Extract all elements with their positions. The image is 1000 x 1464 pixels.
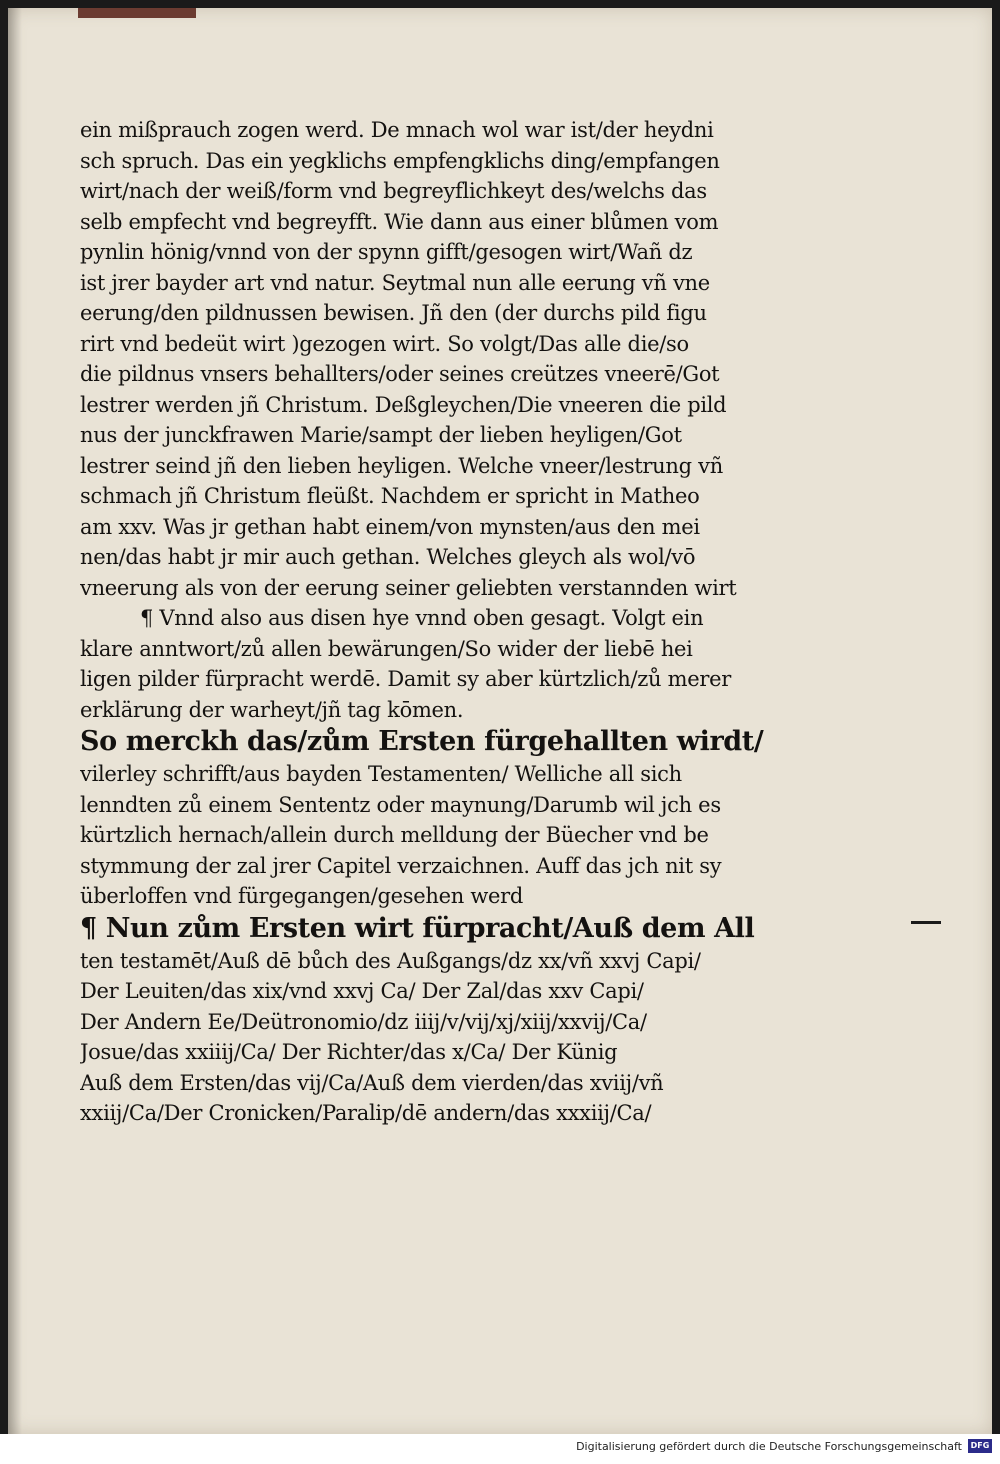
text-block <box>80 115 840 1129</box>
text-line: pynlin hönig/vnnd von der spynn gifft/gesogen wirt/Wañ dz <box>80 240 693 264</box>
text-line: sch spruch. Das ein yegklichs empfengklichs ding/empfangen <box>80 148 720 173</box>
text-line: selb empfecht vnd begreyfft. Wie dann aus einer blůmen vom <box>80 209 719 234</box>
dfg-logo-icon: DFG <box>968 1439 992 1453</box>
text-line: am xxv. Was jr gethan habt einem/von mynsten/aus den mei <box>80 514 700 539</box>
text-line: kürtzlich hernach/allein durch melldung der Büecher vnd be <box>80 823 709 847</box>
text-line: vilerley schrifft/aus bayden Testamenten/ Welliche all sich <box>80 762 682 786</box>
binding-mark <box>78 8 196 18</box>
text-line: nen/das habt jr mir auch gethan. Welches gleych als wol/vō <box>80 545 696 569</box>
text-line: ten testamēt/Auß dē bůch des Außgangs/dz xx/vñ xxvj Capi/ <box>80 948 701 973</box>
text-line: Auß dem Ersten/das vij/Ca/Auß dem vierden/das xviij/vñ <box>80 1070 664 1095</box>
spine-shadow <box>8 8 22 1434</box>
text-line: wirt/nach der weiß/form vnd begreyflichkeyt des/welchs das <box>80 179 707 203</box>
footer-credit: Digitalisierung gefördert durch die Deutsche Forschungsgemeinschaft <box>576 1440 962 1453</box>
text-line: überloffen vnd fürgegangen/gesehen werd <box>80 884 524 908</box>
text-line: ¶ Nun zům Ersten wirt fürpracht/Auß dem All <box>80 912 755 944</box>
page <box>8 8 992 1434</box>
text-line: erklärung der warheyt/jñ tag kōmen. <box>80 697 464 722</box>
text-line: ligen pilder fürpracht werdē. Damit sy aber kürtzlich/zů merer <box>80 667 731 691</box>
margin-mark <box>911 921 941 924</box>
text-line: klare anntwort/zů allen bewärungen/So wider der liebē hei <box>80 636 693 661</box>
text-line: lenndten zů einem Sententz oder maynung/Darumb wil jch es <box>80 792 721 817</box>
text-line: Josue/das xxiiij/Ca/ Der Richter/das x/Ca/ Der Künig <box>80 1040 618 1064</box>
text-line: ¶ Vnnd also aus disen hye vnnd oben gesagt. Volgt ein <box>140 606 704 630</box>
text-line: xxiij/Ca/Der Cronicken/Paralip/dē andern/das xxxiij/Ca/ <box>80 1101 652 1125</box>
text-line: die pildnus vnsers behallters/oder seines creützes vneerē/Got <box>80 362 720 386</box>
text-line: So merckh das/zům Ersten fürgehallten wirdt/ <box>80 726 764 757</box>
text-line: rirt vnd bedeüt wirt )gezogen wirt. So volgt/Das alle die/so <box>80 331 689 356</box>
text-line: nus der junckfrawen Marie/sampt der lieben heyligen/Got <box>80 423 682 447</box>
text-line: lestrer seind jñ den lieben heyligen. Welche vneer/lestrung vñ <box>80 453 723 478</box>
text-line: Der Andern Ee/Deütronomio/dz iiij/v/vij/xj/xiij/xxvij/Ca/ <box>80 1009 647 1034</box>
text-line: stymmung der zal jrer Capitel verzaichnen. Auff das jch nit sy <box>80 853 722 878</box>
text-line: ein mißprauch zogen werd. De mnach wol war ist/der heydni <box>80 118 714 142</box>
text-line: vneerung als von der eerung seiner geliebten verstannden wirt <box>80 575 737 600</box>
text-line: Der Leuiten/das xix/vnd xxvj Ca/ Der Zal/das xxv Capi/ <box>80 979 644 1003</box>
text-line: schmach jñ Christum fleüßt. Nachdem er spricht in Matheo <box>80 484 700 508</box>
footer <box>0 1434 1000 1464</box>
text-line: lestrer werden jñ Christum. Deßgleychen/Die vneeren die pild <box>80 392 727 417</box>
text-line: eerung/den pildnussen bewisen. Jñ den (der durchs pild figu <box>80 301 707 325</box>
text-line: ist jrer bayder art vnd natur. Seytmal nun alle eerung vñ vne <box>80 270 710 295</box>
